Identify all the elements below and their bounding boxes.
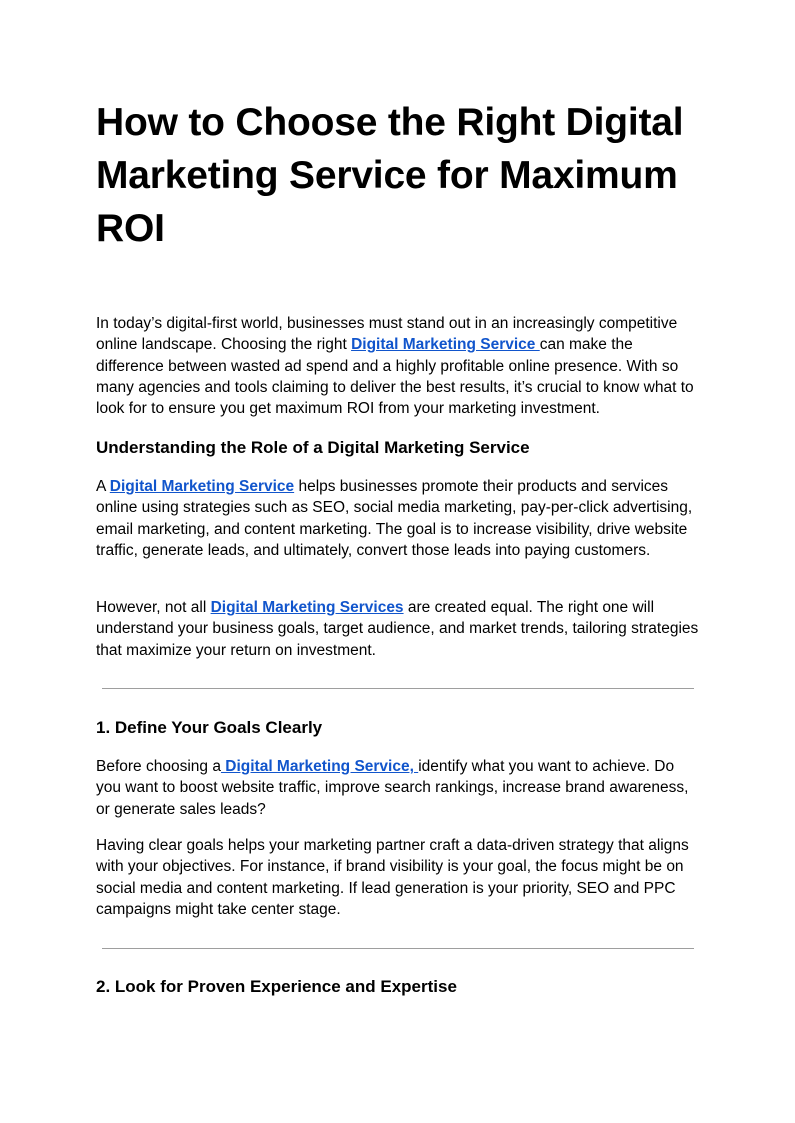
role-p1-text-before: A — [96, 478, 110, 495]
digital-marketing-service-link[interactable]: Digital Marketing Service — [351, 336, 540, 354]
section-heading-role: Understanding the Role of a Digital Marketing Service — [96, 438, 530, 457]
goals-p1-text-before: Before choosing a — [96, 758, 221, 775]
role-paragraph-1 — [96, 476, 701, 561]
section-heading-goals: 1. Define Your Goals Clearly — [96, 718, 323, 737]
goals-p1-text-after: identify what you want to achieve. Do you want to boost website traffic, improve search rankings, increase brand awareness, or generate sales leads? — [96, 758, 689, 818]
page-title: How to Choose the Right Digital Marketing Service for Maximum ROI — [96, 101, 684, 250]
goals-paragraph-1 — [96, 756, 701, 820]
goals-paragraph-2: Having clear goals helps your marketing partner craft a data-driven strategy that aligns with your objectives. For instance, if brand visibility is your goal, the focus might be on social media and content marketing. If lead generation is your priority, SEO and PPC campaigns might take center stage. — [96, 837, 689, 918]
role-p2-text-before: However, not all — [96, 599, 211, 616]
role-p2-text-after: are created equal. The right one will understand your business goals, target audience, and market trends, tailoring strategies that maximize your return on investment. — [96, 599, 699, 659]
digital-marketing-service-link[interactable]: Digital Marketing Service, — [220, 758, 419, 775]
intro-paragraph — [96, 313, 701, 419]
digital-marketing-service-link[interactable]: Digital Marketing Service — [109, 478, 295, 495]
role-p1-text-after: helps businesses promote their products and services online using strategies such as SEO, social media marketing, pay-per-click advertising, email marketing, and content marketing. The goal is to increase visibility, drive website traffic, generate leads, and ultimately, convert those leads into paying customers. — [96, 478, 693, 559]
horizontal-divider — [102, 948, 694, 949]
section-heading-experience: 2. Look for Proven Experience and Expertise — [96, 977, 457, 996]
horizontal-divider — [102, 688, 694, 689]
role-paragraph-2 — [96, 597, 701, 661]
intro-text-after: can make the difference between wasted ad spend and a highly profitable online presence. With so many agencies and tools claiming to deliver the best results, it’s crucial to know what to look for to ensure you get maximum ROI from your marketing investment. — [96, 336, 694, 418]
intro-text-before: In today’s digital-first world, businesses must stand out in an increasingly competitive online landscape. Choosing the right — [96, 315, 678, 354]
digital-marketing-services-link[interactable]: Digital Marketing Services — [210, 599, 404, 616]
